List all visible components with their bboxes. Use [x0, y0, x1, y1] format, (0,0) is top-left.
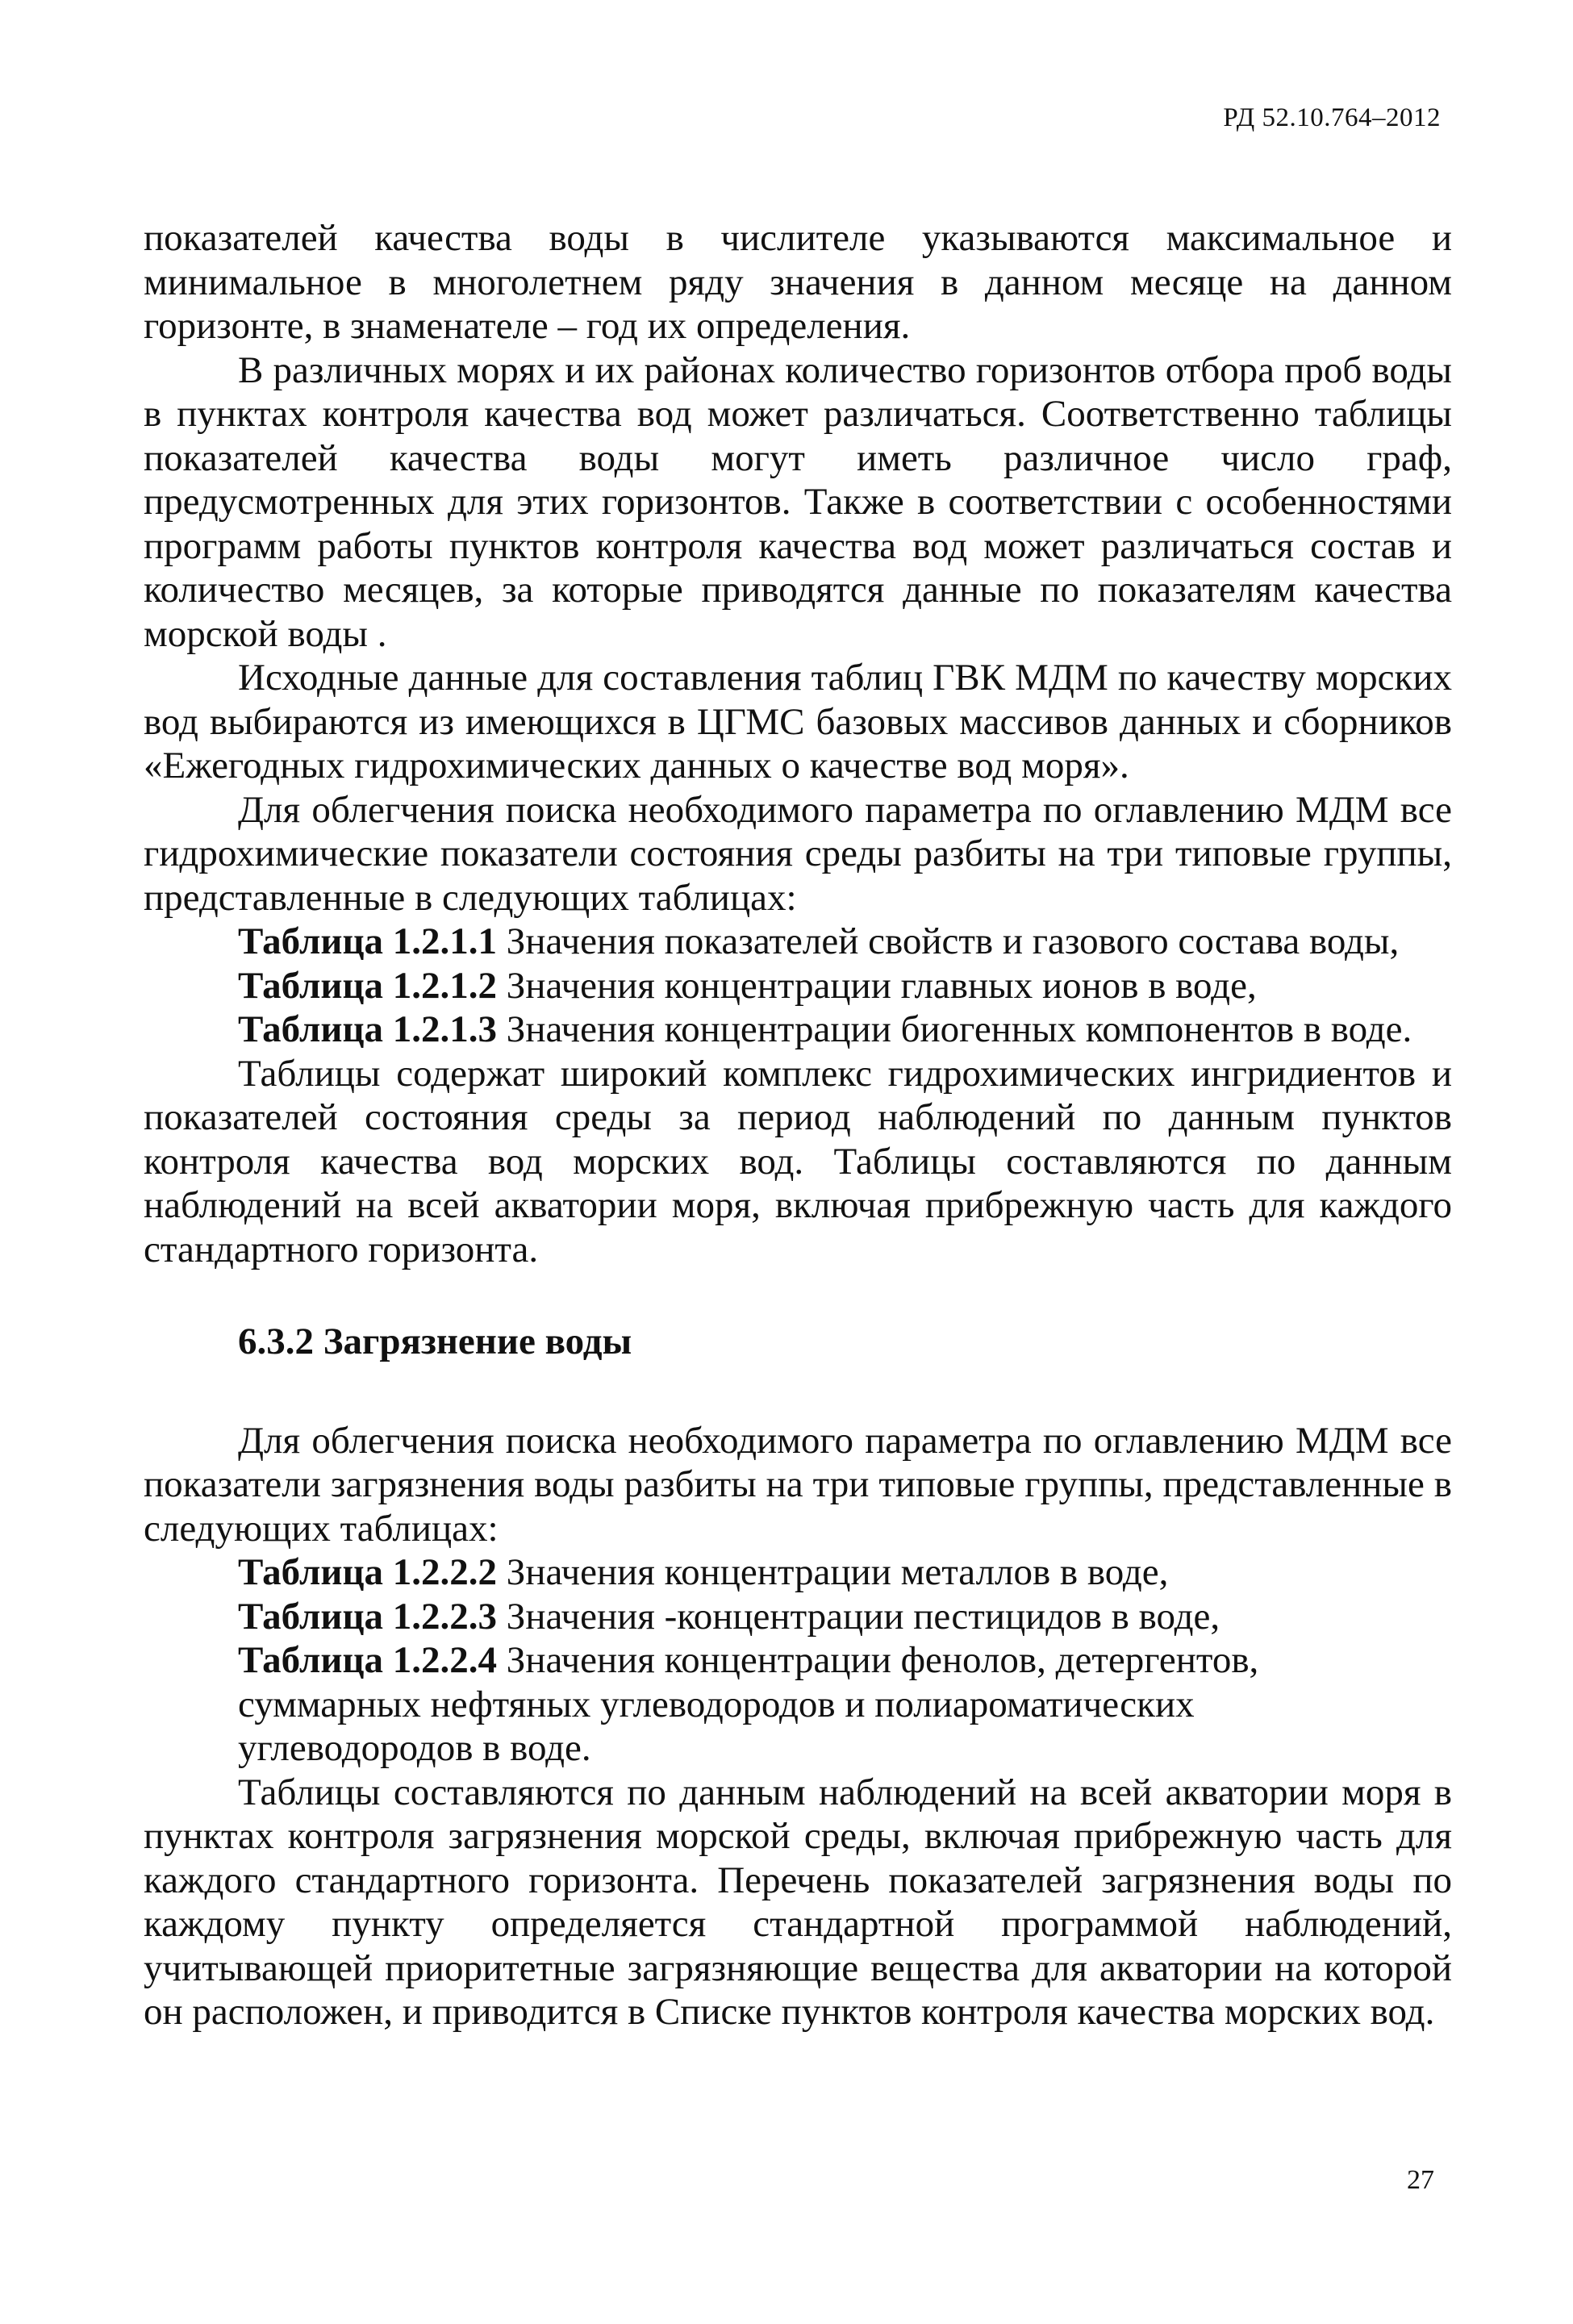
paragraph-groups-pollution: Для облегчения поиска необходимого параметра по оглавлению МДМ все показатели загрязнения воды разбиты на три типовые группы, представленные в следующих таблицах: [144, 1419, 1452, 1550]
table-list-hydrochem [144, 920, 1452, 1052]
table-ref-label: Таблица 1.2.1.1 [238, 920, 498, 962]
page-body [144, 216, 1452, 2034]
paragraph-source-data: Исходные данные для составления таблиц ГВК МДМ по качеству морских вод выбираются из имеющихся в ЦГМС базовых массивов данных и сборников «Ежегодных гидрохимических данных о качестве вод моря». [144, 657, 1452, 786]
paragraph-horizons: В различных морях и их районах количество горизонтов отбора проб воды в пунктах контроля качества вод может различаться. Соответственно таблицы показателей качества воды могут иметь различное число граф, предусмотренных для этих горизонтов. Также в соответствии с особенностями программ работы пунктов контроля качества вод может различаться состав и количество месяцев, за которые приводятся данные по показателям качества морской воды . [144, 348, 1452, 655]
table-ref-label: Таблица 1.2.1.2 [238, 964, 498, 1007]
table-ref-text: Значения концентрации главных ионов в воде, [497, 964, 1257, 1007]
table-ref-1223 [144, 1595, 1452, 1639]
table-ref-text: Значения концентрации биогенных компонентов в воде. [497, 1008, 1412, 1050]
table-ref-label: Таблица 1.2.2.3 [238, 1595, 498, 1638]
table-ref-text: Значения концентрации фенолов, детергентов, [497, 1639, 1259, 1681]
table-ref-1211 [144, 920, 1452, 964]
paragraph-groups-hydrochem: Для облегчения поиска необходимого параметра по оглавлению МДМ все гидрохимические показатели состояния среды разбиты на три типовые группы, представленные в следующих таблицах: [144, 788, 1452, 919]
document-code: РД 52.10.764–2012 [1223, 103, 1441, 132]
table-ref-text: Значения показателей свойств и газового состава воды, [497, 920, 1400, 962]
table-list-pollution [144, 1550, 1452, 1771]
table-ref-label: Таблица 1.2.2.4 [238, 1639, 498, 1681]
table-ref-text: Значения концентрации металлов в воде, [497, 1551, 1169, 1593]
paragraph-pollution-observations: Таблицы составляются по данным наблюдений на всей акватории моря в пунктах контроля загрязнения морской среды, включая прибрежную часть для каждого стандартного горизонта. Перечень показателей загрязнения воды по каждому пункту определяется стандартной программой наблюдений, учитывающей приоритетные загрязняющие вещества для акватории на которой он расположен, и приводится в Списке пунктов контроля качества морских вод. [144, 1771, 1452, 2033]
table-ref-label: Таблица 1.2.1.3 [238, 1008, 498, 1050]
paragraph-tables-content: Таблицы содержат широкий комплекс гидрохимических ингридиентов и показателей состояния среды за период наблюдений по данным пунктов контроля качества вод морских вод. Таблицы составляются по данным наблюдений на всей акватории моря, включая прибрежную часть для каждого стандартного горизонта. [144, 1052, 1452, 1270]
table-ref-text: Значения -концентрации пестицидов в воде, [497, 1595, 1220, 1638]
table-ref-label: Таблица 1.2.2.2 [238, 1551, 498, 1593]
table-ref-1224-line3: углеводородов в воде. [238, 1727, 591, 1769]
table-ref-1224 [144, 1638, 1452, 1683]
section-heading: 6.3.2 Загрязнение воды [238, 1321, 632, 1362]
paragraph-continuation: показателей качества воды в числителе указываются максимальное и минимальное в многолетнем ряду значения в данном месяце на данном горизонте, в знаменателе – год их определения. [144, 217, 1452, 347]
table-ref-1222 [144, 1550, 1452, 1595]
table-ref-1212 [144, 964, 1452, 1008]
table-ref-1213 [144, 1008, 1452, 1052]
page-number: 27 [1407, 2165, 1434, 2195]
table-ref-1224-line2: суммарных нефтяных углеводородов и полиароматических [238, 1683, 1195, 1725]
